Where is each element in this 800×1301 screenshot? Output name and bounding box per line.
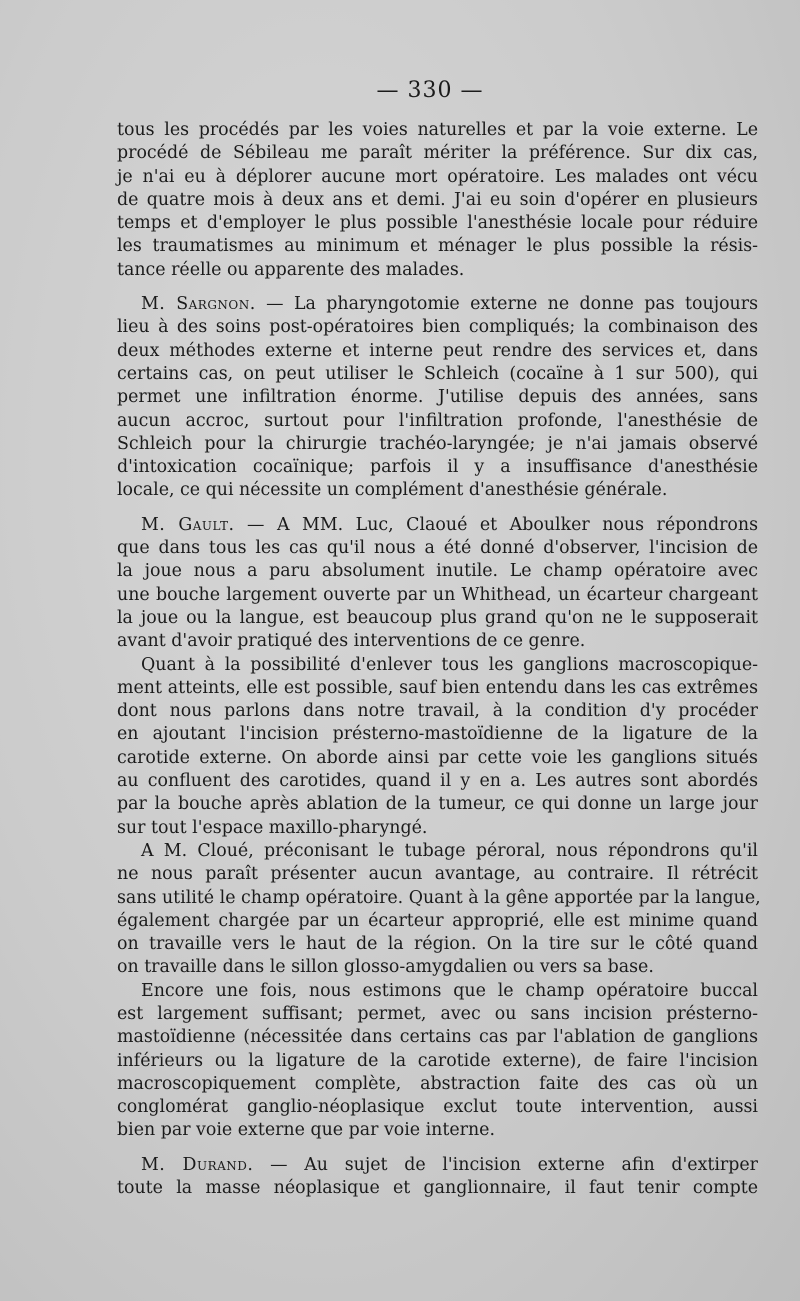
text-line: ment atteints, elle est possible, sauf bien entendu dans les cas extrêmes (117, 677, 758, 698)
text-line: de quatre mois à deux ans et demi. J'ai eu soin d'opérer en plusieurs (117, 189, 758, 210)
text-line: ne nous paraît présenter aucun avantage, au contraire. Il rétrécit (117, 864, 758, 885)
text-fragment: — Au sujet de l'incision externe afin d'extirper (253, 1154, 758, 1175)
paragraph (117, 654, 758, 840)
text-line (117, 293, 758, 316)
text-line (117, 1154, 758, 1177)
text-line: une bouche largement ouverte par un Whithead, un écarteur chargeant (117, 584, 758, 605)
paragraph (117, 840, 761, 980)
paragraph-durand (117, 1154, 758, 1201)
text-fragment: — La pharyngotomie externe ne donne pas toujours (255, 294, 758, 315)
text-line: lieu à des soins post-opératoires bien compliqués; la combinaison des (117, 317, 758, 338)
speaker-name: M. Gault. (141, 514, 235, 535)
text-line: sans utilité le champ opératoire. Quant à la gêne apportée par la langue, (117, 887, 761, 908)
text-line: Quant à la possibilité d'enlever tous les ganglions macroscopique- (141, 654, 758, 675)
page-number: — 330 — (376, 78, 484, 103)
text-line: locale, ce qui nécessite un complément d'anesthésie générale. (117, 480, 668, 501)
text-line: A M. Cloué, préconisant le tubage péroral, nous répondrons qu'il (141, 840, 758, 861)
text-line: la joue nous a paru absolument inutile. Le champ opératoire avec (117, 561, 758, 582)
text-line: Encore une fois, nous estimons que le champ opératoire buccal (141, 980, 758, 1001)
text-line: en ajoutant l'incision présterno-mastoïdienne de la ligature de la (117, 724, 758, 745)
text-line: certains cas, on peut utiliser le Schleich (cocaïne à 1 sur 500), qui (117, 363, 758, 384)
text-line: également chargée par un écarteur approprié, elle est minime quand (117, 910, 758, 931)
text-line: on travaille dans le sillon glosso-amygdalien ou vers sa base. (117, 957, 654, 978)
text-line: toute la masse néoplasique et ganglionnaire, il faut tenir compte (117, 1178, 758, 1199)
text-line: temps et d'employer le plus possible l'anesthésie locale pour réduire (117, 213, 758, 234)
text-line: bien par voie externe que par voie interne. (117, 1120, 495, 1141)
text-line: d'intoxication cocaïnique; parfois il y a insuffisance d'anesthésie (117, 457, 758, 478)
paragraph-sargnon (117, 293, 758, 503)
text-line: carotide externe. On aborde ainsi par cette voie les ganglions situés (117, 747, 758, 768)
text-line: au confluent des carotides, quand il y en a. Les autres sont abordés (117, 771, 758, 792)
text-line: la joue ou la langue, est beaucoup plus grand qu'on ne le supposerait (117, 607, 758, 628)
text-line: tance réelle ou apparente des malades. (117, 259, 465, 280)
text-line: conglomérat ganglio-néoplasique exclut toute intervention, aussi (117, 1097, 758, 1118)
speaker-name: M. Sargnon. (141, 294, 256, 315)
text-line: les traumatismes au minimum et ménager le plus possible la résis- (117, 236, 758, 257)
text-line: est largement suffisant; permet, avec ou sans incision présterno- (117, 1003, 758, 1024)
text-line: que dans tous les cas qu'il nous a été donné d'observer, l'incision de (117, 538, 758, 559)
text-line: tous les procédés par les voies naturelles et par la voie externe. Le (117, 120, 758, 140)
paragraph-gault (117, 514, 758, 654)
text-line: sur tout l'espace maxillo-pharyngé. (117, 817, 428, 838)
paragraph (117, 980, 758, 1143)
text-line: inférieurs ou la ligature de la carotide externe), de faire l'incision (117, 1050, 758, 1071)
text-line: permet une infiltration énorme. J'utilise depuis des années, sans (117, 387, 758, 408)
text-line (117, 514, 758, 537)
text-line: on travaille vers le haut de la région. On la tire sur le côté quand (117, 934, 758, 955)
text-line: macroscopiquement complète, abstraction faite des cas où un (117, 1073, 758, 1094)
text-line: Schleich pour la chirurgie trachéo-laryngée; je n'ai jamais observé (117, 433, 758, 454)
text-line: mastoïdienne (nécessitée dans certains cas par l'ablation de ganglions (117, 1027, 758, 1048)
text-line: procédé de Sébileau me paraît mériter la préférence. Sur dix cas, (117, 143, 758, 164)
text-fragment: — A MM. Luc, Claoué et Aboulker nous répondrons (234, 514, 758, 535)
body-text (117, 119, 761, 1200)
text-line: dont nous parlons dans notre travail, à la condition d'y procéder (117, 701, 758, 722)
text-line: aucun accroc, surtout pour l'infiltration profonde, l'anesthésie de (117, 410, 758, 431)
speaker-name: M. Durand. (141, 1154, 254, 1175)
paragraph (117, 119, 758, 282)
text-line: deux méthodes externe et interne peut rendre des services et, dans (117, 340, 758, 361)
text-line: par la bouche après ablation de la tumeur, ce qui donne un large jour (117, 794, 758, 815)
text-line: avant d'avoir pratiqué des interventions de ce genre. (117, 631, 586, 652)
text-line: je n'ai eu à déplorer aucune mort opératoire. Les malades ont vécu (117, 166, 758, 187)
